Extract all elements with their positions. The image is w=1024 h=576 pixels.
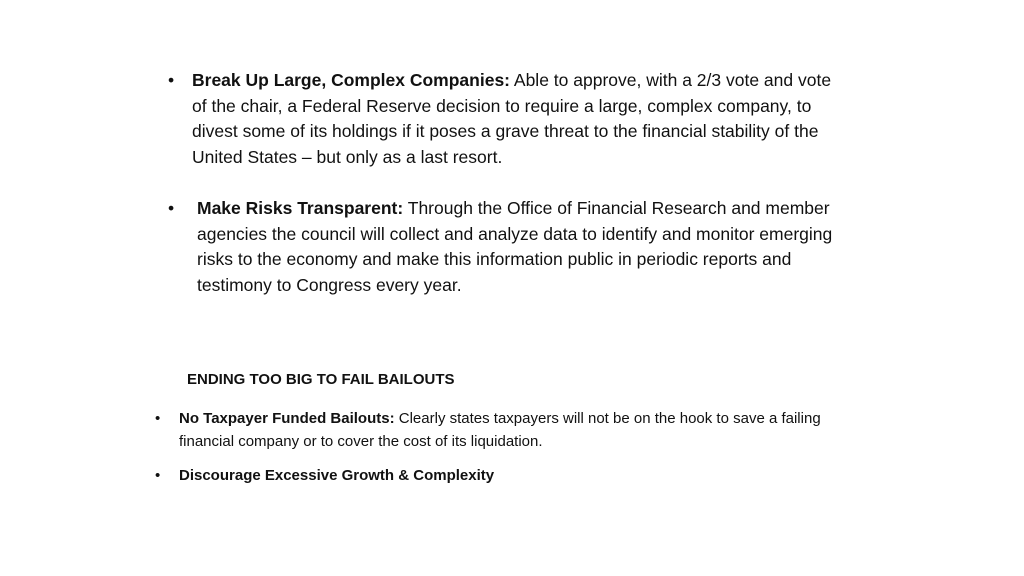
bullet-no-taxpayer-bailouts <box>155 408 855 453</box>
bullet-content <box>179 465 855 488</box>
bullet-marker: • <box>155 467 161 484</box>
bullet-title: Make Risks Transparent: <box>197 198 404 218</box>
bullet-break-up-companies <box>168 68 848 170</box>
bullet-body: Able to approve, with a 2/3 vote and vote of the chair, a Federal Reserve decision to require a large, complex company, to divest some of its holdings if it poses a grave threat to the financial stability of the United States – but only as a last resort. <box>192 70 832 167</box>
bullet-title: Break Up Large, Complex Companies: <box>192 70 510 90</box>
bullet-marker: • <box>155 410 161 427</box>
section-heading: ENDING TOO BIG TO FAIL BAILOUTS <box>187 371 455 388</box>
bullet-make-risks-transparent <box>168 196 858 298</box>
bullet-content <box>197 196 858 298</box>
bullet-body: Clearly states taxpayers will not be on the hook to save a failing financial company or to cover the cost of its liquidation. <box>179 410 821 450</box>
bullet-body: Through the Office of Financial Research and member agencies the council will collect and analyze data to identify and monitor emerging risks to the economy and make this information public in periodic reports and testimony to Congress every year. <box>197 198 833 295</box>
bullet-content <box>192 68 848 170</box>
bullet-content <box>179 408 855 453</box>
bullet-title: No Taxpayer Funded Bailouts: <box>179 410 395 427</box>
bullet-marker: • <box>168 198 175 218</box>
bullet-title: Discourage Excessive Growth & Complexity <box>179 467 495 484</box>
bullet-discourage-growth <box>155 465 855 488</box>
bullet-marker: • <box>168 70 175 90</box>
